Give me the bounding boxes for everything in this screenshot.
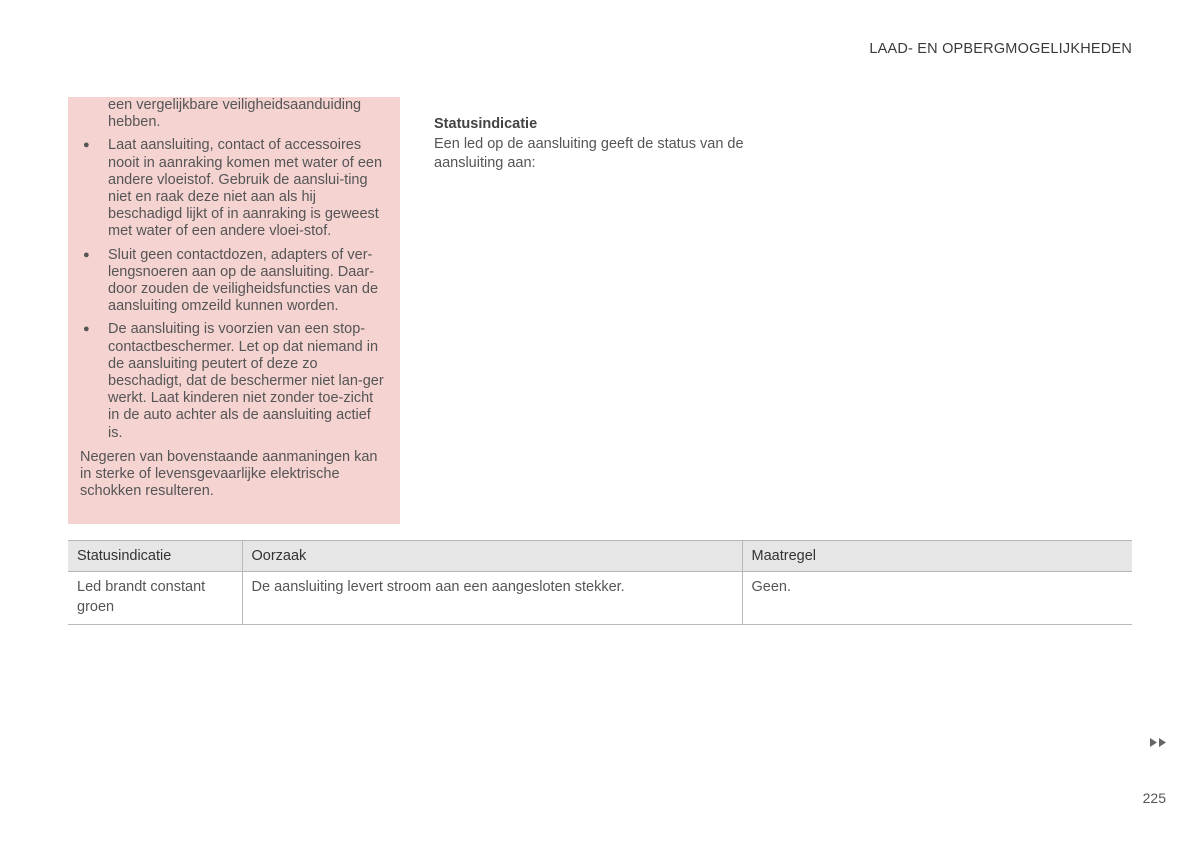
table-header-maatregel: Maatregel — [742, 541, 1132, 572]
status-heading: Statusindicatie — [434, 116, 538, 132]
warning-bullet-list — [80, 137, 388, 441]
status-table — [68, 540, 1132, 625]
warning-bullet-text: Sluit geen contactdozen, adapters of ver-lengsnoeren aan op de aansluiting. Daar-door zouden de veiligheidsfuncties van de aansluiting omzeild kunnen worden. — [108, 246, 379, 315]
warning-bullet-text: Laat aansluiting, contact of accessoires nooit in aanraking komen met water of een andere vloeistof. Gebruik de aanslui-ting niet en raak deze niet aan als hij beschadigd lijkt of in aanraking is geweest met water of een andere vloei-stof. — [108, 137, 383, 240]
table-cell-action: Geen. — [742, 572, 1132, 625]
warning-footer-text: Negeren van bovenstaande aanmaningen kan in sterke of levensgevaarlijke elektrische schokken resulteren. — [80, 448, 378, 500]
warning-continuation-text: een vergelijkbare veiligheidsaanduiding hebben. — [108, 97, 362, 131]
warning-bullet-item — [80, 321, 388, 441]
warning-box — [68, 97, 400, 524]
status-description: Een led op de aansluiting geeft de status van de aansluiting aan: — [434, 136, 744, 171]
page-number: 225 — [1142, 790, 1166, 806]
warning-bullet-text: De aansluiting is voorzien van een stop-contactbeschermer. Let op dat niemand in de aansluiting peutert of deze zo beschadigt, dat de beschermer niet lan-ger werkt. Laat kinderen niet zonder toe-zicht in de auto achter als de aansluiting actief is. — [108, 321, 384, 441]
bullet-icon: ● — [83, 248, 90, 261]
warning-bullet-item — [80, 137, 388, 240]
warning-bullet-item — [80, 247, 388, 316]
table-header-statusindicatie: Statusindicatie — [68, 541, 242, 572]
table-header-oorzaak: Oorzaak — [242, 541, 742, 572]
bullet-icon: ● — [83, 139, 90, 152]
double-arrow-right-icon — [1149, 737, 1167, 748]
bullet-icon: ● — [83, 323, 90, 336]
section-title: LAAD- EN OPBERGMOGELIJKHEDEN — [869, 41, 1132, 57]
table-cell-cause: De aansluiting levert stroom aan een aangesloten stekker. — [242, 572, 742, 625]
table-row — [68, 572, 1132, 625]
table-cell-status: Led brandt constant groen — [68, 572, 242, 625]
table-header-row — [68, 541, 1132, 572]
status-section — [434, 115, 774, 173]
